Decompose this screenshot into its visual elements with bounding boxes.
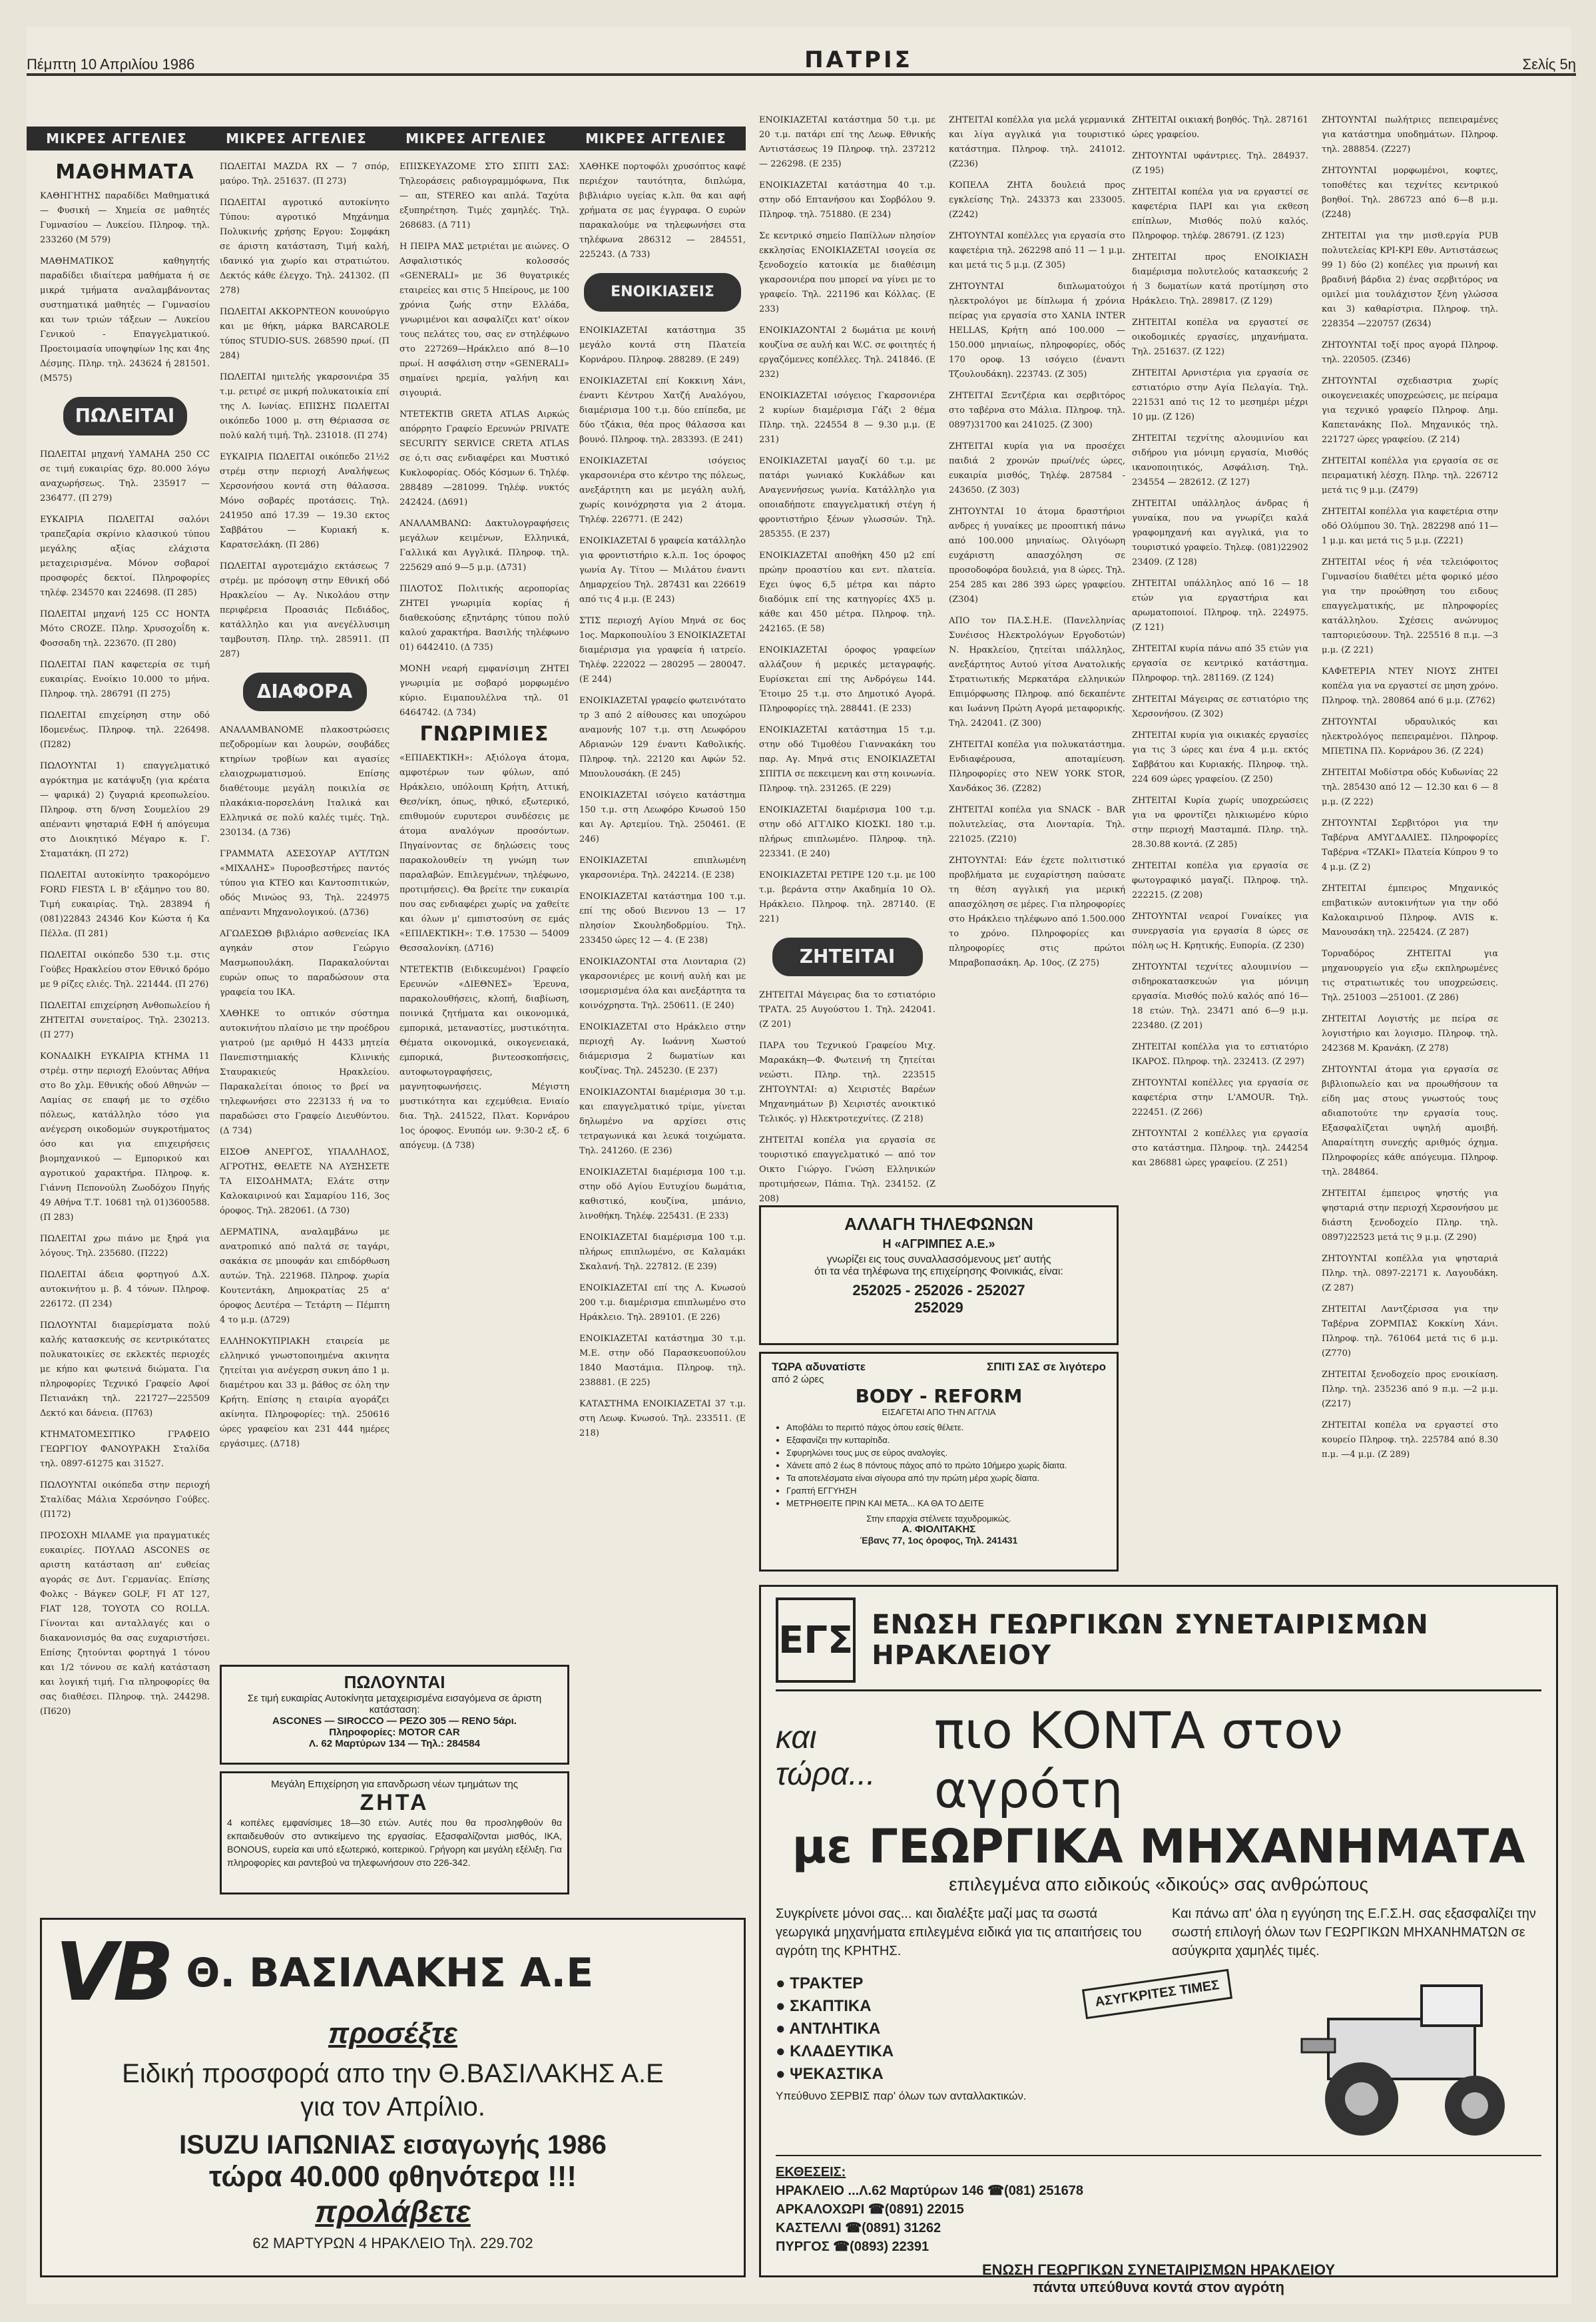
classified-ad: ΑΠΟ τον ΠΑ.Σ.Η.Ε. (Πανελληνίας Συνέισος Ηλεκτρολόγων Εργοδοτών) Ν. Ηρακλείου, ζητείται ιπάλληλος, ανεξάρτητος Αυτού γίτσα Ανατολικής Στρατιωτικής Μερκατάρα ελληνικών Επιμόρφωσης Πληροφ. από δεκαπέντε και Ιωάννη Πρώτη Αγορά μεταφορικής. Τηλ. 242041. (Ζ 300): [949, 616, 1125, 728]
machinery-item: ● ΚΛΑΔΕΥΤΙΚΑ: [776, 2040, 1027, 2063]
ad-intro: και τώρα...: [776, 1720, 876, 1792]
classified-ad: ΚΤΗΜΑΤΟΜΕΣΙΤΙΚΟ ΓΡΑΦΕΙΟ ΓΕΩΡΓΙΟΥ ΦΑΝΟΥΡΑΚΗ Σταλίδα τηλ. 0897-61275 και 31527.: [40, 1430, 210, 1469]
classified-ad: ΖΗΤΕΙΤΑΙ κοπέλα για SNACK - BAR πολυτελείας, στα Λιονταρία. Τηλ. 221025. (Ζ210): [949, 805, 1125, 844]
classified-ad: ΠΩΛΕΙΤΑΙ ημιτελής γκαρσονιέρα 35 τ.μ. ρετιρέ σε μικρή πολυκατοικία επί της Λ. Ιωνίας. ΕΠΙΣΗΣ ΠΩΛΕΙΤΑΙ οικόπεδο 1000 μ. στη Θέριασσα σε πολύ καλή τιμή. Τηλ. 231018. (Π 274): [220, 372, 390, 441]
dealer-address: Έβανς 77, 1ος όροφος, Τηλ. 241431: [860, 1535, 1018, 1546]
ad-subtitle: επιλεγμένα απο ειδικούς «δικούς» σας ανθρώπους: [949, 1874, 1368, 1894]
classified-ad: ΖΗΤΕΙΤΑΙ κοπέλα για να εργαστεί σε καφετέρια ΠΑΡΙ και για εκθεση επίπλων, Μισθός πολύ καλός. Πληροφορ. τηλέφ. 286791. (Ζ 123): [1132, 187, 1308, 241]
classifieds-section-bar: [27, 127, 746, 150]
column-7: [1132, 113, 1308, 1718]
feature-item: • ΜΕΤΡΗΘΕΙΤΕ ΠΡΙΝ ΚΑΙ ΜΕΤΑ... ΚΑ ΘΑ ΤΟ ΔΕΙΤΕ: [786, 1497, 1106, 1510]
machinery-item: ● ΤΡΑΚΤΕΡ: [776, 1972, 1027, 1995]
classified-ad: ΖΗΤΕΙΤΑΙ Λαντζέρισσα για την Ταβέρνα ΖΟΡΜΠΑΣ Κοκκίνη Χάνι. Πληροφ. τηλ. 761064 μετά τις 6 μ.μ. (Ζ770): [1322, 1305, 1498, 1358]
ad-offer: Ειδική προσφορά απο την Θ.ΒΑΣΙΛΑΚΗΣ Α.Ε: [122, 2059, 664, 2088]
classified-ad: ΕΝΟΙΚΙΑΖΕΤΑΙ ισόγειος γκαρσονιέρα στο κέντρο της πόλεως, ανεξάρτητη και με μεγάλη αυλή, χωρίς κοινόχρηστα για 2 άτομα. Τηλέφ. 226771. (Ε 242): [579, 456, 746, 525]
classified-ad: Τορναδόρος ΖΗΤΕΙΤΑΙ για μηχανουργείο για εξω εκπληρωμένες τις στρατιωτικές του υποχρεώσεις. Τηλ. 251003 —251001. (Ζ 286): [1322, 949, 1498, 1003]
classified-ad: ΧΑΘΗΚΕ το οπτικόν σύστημα αυτοκινήτου πλαίσιο με την προέδρου γιατρού (με αριθμό Η 4433 μητεία Πανεπιστημιακής Κλινικής Σταυρακιεύς Ηρακλείου. Παρακαλείται όποιος το βρεί να τηλεφωνήσει στο 223133 ή να το παραδώσει στο Γραφείο Διευθύντου. (Δ 734): [220, 1009, 390, 1136]
classified-ad: ΖΗΤΕΙΤΑΙ κοπέλα για εργασία σε τουριστικό επαγγελματικό — από τον Οικτο Γιώργο. Γνώση Ελληνικών προτιμήσεων, Πάπια. Τηλ. 234152. (Ζ 208): [759, 1135, 935, 1204]
classified-ad: ΕΝΟΙΚΙΑΖΕΤΑΙ διαμέρισμα 100 τ.μ. στην οδό ΑΓΓΛΙΚΟ ΚΙΟΣΚΙ. 180 τ.μ. πλήρως επιπλωμένο. Πληροφ. τηλ. 223341. (Ε 240): [759, 805, 935, 859]
classified-ad: ΕΝΟΙΚΙΑΖΕΤΑΙ μαγαζί 60 τ.μ. με πατάρι γωνιακό Κυκλάδων και Αναγεννήσεως γωνία. Κατάλληλο για οποιαδήποτε επαγγελματική στέγη ή φροντιστήριο ξένων γλωσσών. Τηλ. 285355. (Ε 237): [759, 456, 935, 539]
tractor-icon: [1288, 1972, 1541, 2146]
classified-ad: ΠΩΛΕΙΤΑΙ μηχανή 125 CC HONTA Μότο CROZE. Πληρ. Χρυσοχοΐδη κ. Φοσσαδη τηλ. 223670. (Π 280): [40, 609, 210, 649]
classified-ad: ΖΗΤΕΙΤΑΙ Λογιστής με πείρα σε λογιστήριο και λογισμο. Πληροφ. τηλ. 242368 Μ. Κρανάκη. (Ζ 278): [1322, 1014, 1498, 1053]
classified-ad: ΕΝΟΙΚΙΑΖΕΤΑΙ κατάστημα 100 τ.μ. επί της οδού Βιεννου 13 — 17 πλησίον Σκουληδοδρμίου. Τηλ. 233450 ώρες 12 — 4. (Ε 238): [579, 892, 746, 946]
ad-title: ΑΛΛΑΓΗ ΤΗΛΕΦΩΝΩΝ: [844, 1214, 1033, 1234]
machinery-item: ● ΑΝΤΛΗΤΙΚΑ: [776, 2018, 1027, 2040]
exhibition-location: ΠΥΡΓΟΣ ☎(0893) 22391: [776, 2239, 930, 2254]
classified-ad: ΖΗΤΕΙΤΑΙ ξενοδοχείο προς ενοικίαση. Πληρ. τηλ. 235236 από 9 π.μ. —2 μ.μ. (Ζ217): [1322, 1370, 1498, 1409]
for-sale-banner: ΠΩΛΕΙΤΑΙ: [63, 397, 187, 435]
vb-logo: VB: [55, 1926, 170, 2019]
classified-ad: ΚΑΦΕΤΕΡΙΑ ΝΤΕΥ ΝΙΟΥΣ ΖΗΤΕΙ κοπέλα για να εργαστεί σε μηση χρόνο. Πληροφ. τηλ. 280864 από 6 μ.μ. (Ζ762): [1322, 667, 1498, 706]
classified-ad: ΚΑΘΗΓΗΤΗΣ παραδίδει Μαθηματικά — Φυσική — Χημεία σε μαθητές Γυμνασίου — Λυκείου. Πληροφ. τηλ. 233260 (Μ 579): [40, 191, 210, 245]
classified-ad: ΖΗΤΟΥΝΤΑΙ Σερβιτόροι για την Ταβέρνα ΑΜΥΓΔΑΛΙΕΣ. Πληροφορίες Ταβέρνα «ΤΖΑΚΙ» Πλατεία Κύπρου 9 το 4 μ.μ. (Ζ 2): [1322, 818, 1498, 872]
classified-ad: ΖΗΤΕΙΤΑΙ κοπέλλα για μελά γερμανικά και λίγα αγγλικά για τουριστικό κατάστημα. Πληροφ. τηλ. 241012. (Ζ236): [949, 115, 1125, 169]
classified-ad: ΝΤΕΤΕΚΤΙΒ (Ειδικευμένοι) Γραφείο Ερευνών «ΔΙΕΘΝΕΣ» Έρευνα, παρακολουθήσεις, κλοπή, διαβίωση, ποινικά ζητήματα και οικονομικά, εμπορικά, μεταναστίες, μυστικότητα. Θέματα οικονομικά, οικογενειακά, εμπορικά, βιντεοσκοπήσεις, αυτοφωτογραφήσεις, μαγνητοφωνήσεις. Μέγιστη μυστικότητα και εχεμύθεια. Ενιαίο δια. Τηλ. 241522, Πλατ. Κορνάρου 1ος όροφος. Ενυπόμ ων. 9:30-2 εξ. 6 απόγευμ. (Δ 738): [399, 965, 569, 1151]
classified-ad: ΖΗΤΕΙΤΑΙ κυρία για οικιακές εργασίες για τις 3 ώρες και ένα 4 μ.μ. εκτός Σαββάτου και Κυριακής. Πληροφ. τηλ. 224 609 ώρες γραφείου. (Ζ 250): [1132, 730, 1308, 784]
ad-headline: πιο ΚΟΝΤΑ στον αγρότη: [933, 1701, 1344, 1819]
classified-ad: ΖΗΤΕΙΤΑΙ κοπέλλα για το εστιατόριο ΙΚΑΡΟΣ. Πληροφ. τηλ. 232413. (Ζ 297): [1132, 1042, 1308, 1067]
classified-ad: ΖΗΤΟΥΝΤΑΙ υφάντριες. Τηλ. 284937. (Ζ 195): [1132, 151, 1308, 176]
classified-ad: ΕΝΟΙΚΙΑΖΕΤΑΙ κατάστημα 30 τ.μ. Μ.Ε. στην οδό Παρασκευοπούλου 1840 Μαστάμια. Πληροφ. τηλ. 238881. (Ε 225): [579, 1334, 746, 1388]
column-6: [949, 113, 1125, 1199]
classified-ad: ΕΝΟΙΚΙΑΖΕΤΑΙ επιπλωμένη γκαρσονιέρα. Τηλ. 242214. (Ε 238): [579, 856, 746, 880]
classified-ad: ΖΗΤΕΙΤΑΙ Κυρία χωρίς υποχρεώσεις για να φροντίζει ηλικιωμένο κύριο στην περιοχή Μασταμπά. Πληρ. τηλ. 28.30.88 κοντά. (Ζ 285): [1132, 796, 1308, 850]
feature-item: • Τα αποτελέσματα είναι σίγουρα από την πρώτη μέρα χωρίς δίαιτα.: [786, 1472, 1106, 1484]
classified-ad: ΖΗΤΕΙΤΑΙ κοπέλα να εργαστεί σε οικοδομικές εργασίες, μηχανήματα. Τηλ. 251637. (Ζ 122): [1132, 318, 1308, 357]
ad-line: Λ. 62 Μαρτύρων 134 — Τηλ.: 284584: [309, 1738, 480, 1749]
masthead: ΠΑΤΡΙΣ: [804, 47, 913, 73]
ad-intro: ΤΩΡΑ αδυνατίστε: [772, 1360, 866, 1373]
classified-ad: ΠΩΛΕΙΤΑΙ ΜΑΖDA RX — 7 σπόρ, μαύρο. Τηλ. 251637. (Π 273): [220, 162, 390, 186]
classified-ad: ΕΝΟΙΚΙΑΖΕΤΑΙ ισόγειο κατάστημα 150 τ.μ. στη Λεωφόρο Κνωσού 150 και Αγ. Αρτεμίου. Τηλ. 250461. (Ε 246): [579, 790, 746, 844]
classified-ad: ΝΤΕΤΕΚΤΙΒ GRETA ATLAS Αιρκώς απόρρητο Γραφείο Ερευνών PRIVATE SECURITY SERVICE CRETA ATLAS σε ό,τι σας ενδιαφέρει και Μυστικό Κυκλοφορίας. Οδός Κόσμων 6. Τηλέφ. 288489 —281099. Τηλέφ. νυκτός 242424. (Δ691): [399, 410, 569, 507]
phone-numbers: 252029: [914, 1299, 963, 1316]
machinery-list: [776, 1972, 1027, 2086]
exhibitions: [776, 2163, 1083, 2256]
wanted-banner: ΖΗΤΕΙΤΑΙ: [772, 938, 923, 976]
classified-ad: ΖΗΤΟΥΝΤΑΙ 2 κοπέλλες για εργασία στο κατάστημα. Πληροφ. τηλ. 244254 και 286881 ώρες γραφείου. (Ζ 251): [1132, 1129, 1308, 1168]
exhibitions-title: ΕΚΘΕΣΕΙΣ:: [776, 2165, 846, 2179]
ad-line: ότι τα νέα τηλέφωνα της επιχείρησης Φοινικιάς, είναι:: [814, 1266, 1063, 1277]
classified-ad: ΠΩΛΕΙΤΑΙ αγροτεμάχιο εκτάσεως 7 στρέμ. με πρόσοψη στην Εθνική οδό Ηρακλείου — Αγ. Νικολάου στην περιφέρεια Προασιάς Πεδιάδος, κατάλληλο και για ανεγέλλυσιμη ταμβουτση. Πληρ. τηλ. 285911. (Π 287): [220, 561, 390, 659]
classified-ad: «ΕΠΙΑΕΚΤΙΚΗ»: Αξιόλογα άτομα, αμφοτέρων των φύλων, από Ηράκλειο, υπόλοιπη Κρήτη, Αττική, Θεσ/νίκη, όπως, ηθικό, εξωτερικό, επιθυμούν ευρυτεροι συνδέσεις με άτομα αναλόγων προσόντων. Πηγαίνοντας σε δηλώσεις τους παρακολουθείν τη γνώμη των παραλαβών. Επιλεγμένων, τηλέφωνο, προτιμήσεις). Θα βρείτε την ευκαιρία που σας ενδιαφέρει χωρίς να χαθείτε και όλων μ' εμπιστοσύνη σε εμάς «ΕΠΙΛΕΚΤΙΚΗ»: Τ.Θ. 17530 — 54009 Θεσσαλονίκη. (Δ716): [399, 753, 569, 954]
classified-ad: ΕΝΟΙΚΙΑΖΕΤΑΙ επί Κοκκινη Χάνι, έναντι Κέντρου Χατζή Αναλόγου, διαμέρισμα 100 τ.μ. δύο επίπεδα, με δύο τζάκια, θέα προς θάλασσα και βουνό. Πληροφ. τηλ. 283393. (Ε 241): [579, 376, 746, 445]
classified-ad: ΖΗΤΕΙΤΑΙ οικιακή βοηθός. Τηλ. 287161 ώρες γραφείου.: [1132, 115, 1308, 140]
column-4: [579, 160, 746, 1678]
machinery-item: ● ΣΚΑΠΤΙΚΑ: [776, 1995, 1027, 2018]
classified-ad: ΣΤΙΣ περιοχή Αγίου Μηνά σε 6ος 1ος. Μαρκοπουλίου 3 ΕΝΟΙΚΙΑΖΕΤΑΙ διαμέρισμα για γραφεία ή ιατρείο. Τηλέφ. 222022 — 280295 — 280047. (Ε 244): [579, 616, 746, 685]
classified-ad: ΖΗΤΟΥΝΤΑΙ διπλωματούχοι ηλεκτρολόγοι με δίπλωμα ή χρόνια πείρας για εργασία στο ΧΑΝΙΑ ΙΝΤΕR ΗΕLLAS, Κρήτη από 100.000 — 150.000 μηνιαίως, πληροφορίες, οδός 170 οροφ. 13 ισόγειο (έναντι Τζουλουδάκη). 223743. (Ζ 305): [949, 282, 1125, 380]
classified-ad: Η ΠΕΙΡΑ ΜΑΣ μετριέται με αιώνες. Ο Ασφαλιστικός κολοσσός «GENERALI» με 36 θυγατρικές εταιρείες και στις 5 Ηπείρους, με 100 χρόνια ζωής στην Ελλάδα, γνωριμένοι και ασφαλίζει κατ' οίκον τους πελάτες του, σας εν στηλέφωνο στο 227269—Ηράκλειο από 8—10 πρωί. Η ασφάλιση στην «GENERALI» σημαίνει ηρεμία, γαλήνη και σιγουριά.: [399, 242, 569, 398]
ad-intro: ΣΠΙΤΙ ΣΑΣ σε λιγότερο: [987, 1360, 1106, 1373]
section-label: ΜΙΚΡΕΣ ΑΓΓΕΛΙΕΣ: [46, 131, 187, 146]
ad-title: ΖΗΤΑ: [360, 1790, 429, 1815]
classified-ad: ΠΩΛΕΙΤΑΙ μηχανή ΥΑΜΑΗΑ 250 CC σε τιμή ευκαιρίας 6χρ. 80.000 λόγω αναχωρήσεως. Τηλ. 235917 — 236477. (Π 279): [40, 449, 210, 503]
classified-ad: ΠΩΛΕΙΤΑΙ επιχείρηση στην οδό Ιδομενέως. Πληροφ. τηλ. 226498. (Π282): [40, 711, 210, 750]
feature-item: • Χάνετε από 2 έως 8 πόντους πάχος από το πρώτο 10ήμερο χωρίς δίαιτα.: [786, 1459, 1106, 1472]
classified-ad: ΖΗΤΕΙΤΑΙ κοπέλα να εργαστεί στο κουρείο Πληροφ. τηλ. 225784 από 8.30 π.μ. —4 μ.μ. (Ζ 289): [1322, 1420, 1498, 1460]
classified-ad: ΕΝΟΙΚΙΑΖΕΤΑΙ στο Ηράκλειο στην περιοχή Αγ. Ιωάννη Χωστού διάμερισμα 2 δωματίων και κουζίνας. Τηλ. 245230. (Ε 237): [579, 1022, 746, 1076]
classified-ad: ΖΗΤΕΙΤΑΙ για την μισθ.εργία ΡUΒ πολυτελείας ΚΡΙ-ΚΡΙ Εθν. Αντιστάσεως 99 1) δύο (2) κοπέλες για πρωινή και βραδινή βάρδια 2) ένας σερβιτόρος να ομιλεί μια τουλάχιστον ξένη γλώσσα και 3) καθαρίστρια. Πληροφ. τηλ. 228354 —220757 (Ζ634): [1322, 231, 1498, 329]
column-5: [759, 113, 935, 1204]
classified-ad: ΕΝΟΙΚΙΑΖΕΤΑΙ ΡΕΤΙΡΕ 120 τ.μ. με 100 τ.μ. βεράντα στην Ακαδημία 10 Ολ. Ηράκλειο. Πληροφ. τηλ. 287140. (Ε 221): [759, 870, 935, 924]
classified-ad: ΖΗΤΕΙΤΑΙ κοπέλα για εργασία σε φωτογραφικό μαγαζί. Πληροφ. τηλ. 222215. (Ζ 208): [1132, 861, 1308, 900]
classified-ad: ΖΗΤΟΥΝΤΑΙ κοπέλλες για εργασία στο καφετέρια τηλ. 262298 από 11 — 1 μ.μ. και μετά τις 5 μ.μ. (Ζ 305): [949, 231, 1125, 270]
column-3: [399, 160, 569, 1385]
vasilakis-ad: [40, 1918, 746, 2277]
classified-ad: ΖΗΤΟΥΝΤΑΙ μορφωμένοι, κοφτες, τοποθέτες και τεχνίτες κεντρικού βοηθοί. Τηλ. 286723 από 6—8 μ.μ. (Ζ248): [1322, 166, 1498, 220]
ad-title: ΠΩΛΟΥΝΤΑΙ: [344, 1672, 445, 1692]
classified-ad: ΠΩΛΕΙΤΑΙ επιχείρηση Ανθοπωλείου ή ΖΗΤΕΙΤΑΙ συνεταίρος. Τηλ. 230213. (Π 277): [40, 1001, 210, 1040]
classified-ad: ΜΑΘΗΜΑΤΙΚΟΣ καθηγητής παραδίδει ιδιαίτερα μαθήματα ή σε μικρά τμήματα αναλαμβάνοντας συστηματικά μαθητές — Γυμνασίου και των τριών τάξεων — Λυκείου Γενικού - Επαγγελματικού. Προετοιμασία υποψηφίων 1ης και 4ης Δέσμης. Πληρ. τηλ. 243624 ή 281501. (Μ575): [40, 256, 210, 384]
lessons-heading: ΜΑΘΗΜΑΤΑ: [55, 160, 194, 184]
classified-ad: ΖΗΤΕΙΤΑΙ έμπειρος Μηχανικός επιβατικών αυτοκινήτων για την οδό Καλοκαιρινού Πληροφ. AVIS κ. Μανουσάκη τηλ. 225424. (Ζ 287): [1322, 884, 1498, 938]
classified-ad: ΕΠΙΣΚΕΥΑΖΟΜΕ ΣΤΟ ΣΠΙΤΙ ΣΑΣ: Τηλεοράσεις ραδιογραμμόφωνα, Πικ — απ, STEREO και απλά. Ταχύτα εξυπηρέτηση. Τιμές χαμηλές. Τηλ. 268683. (Δ 711): [399, 162, 569, 230]
ad-body: Συγκρίνετε μόνοι σας... και διαλέξτε μαζί μας τα σωστά γεωργικά μηχανήματα επιλεγμένα ειδικά για τις απαιτήσεις του αγρότη της ΚΡΗΤΗΣ.: [776, 1906, 1142, 1958]
classified-ad: ΠΩΛΕΙΤΑΙ χρω πιάνο με ξηρά για λόγους. Τηλ. 235680. (Π222): [40, 1234, 210, 1259]
classified-ad: ΠΩΛΕΙΤΑΙ άδεια φορτηγού Δ.Χ. αυτοκινήτου μ. β. 4 τόνων. Πληροφ. 226172. (Π 234): [40, 1270, 210, 1309]
body-reform-ad: [759, 1352, 1119, 1572]
ad-intro: Μεγάλη Επιχείρηση για επανδρωση νέων τμημάτων της: [271, 1779, 518, 1790]
classified-ad: ΠΡΟΣΟΧΗ ΜΙΛΑΜΕ για πραγματικές ευκαιρίες. ΠΟΥΛΑΩ ASCONES σε αριστη κατάσταση απ' ευθείας αγοράς σε Δυτ. Γερμανίας. Επίσης Φολκς - Βάγκεν GOLF, FI AT 127, FIAT 128, TOYOTA CO ROLLA. Γίνονται και ανταλλαγές και ο διακανονισμός θα σας ευχαριστήσει. Επίσης ζητούνται φορτηγά 1 τόνου και 1/2 τόννου σε καλή κατάσταση και λογική τιμή. Για πληροφορίες θα σας διαθέσει. Πληροφ. τηλ. 244298. (Π620): [40, 1531, 210, 1717]
classified-ad: ΕΝΟΙΚΙΑΖΕΤΑΙ διαμέρισμα 100 τ.μ. πλήρως επιπλωμένο, σε Καλαμάκι Σκαλανή. Τηλ. 227812. (Ε 239): [579, 1233, 746, 1272]
classified-ad: ΠΩΛΟΥΝΤΑΙ οικόπεδα στην περιοχή Σταλίδας Μάλια Χερσόνησο Γούβες. (Π172): [40, 1480, 210, 1520]
classified-ad: ΧΑΘΗΚΕ πορτοφόλι χρυσόπτος καφέ περιέχον ταυτότητα, διπλώμα, βιβλιάριο υγείας κ.λπ. θα και αφή χρήματα σε μας έγγραφα. Ο ευρών παρακαλούμε να τηλεφωνήσει στα τηλέφωνα 286312 — 284551, 225243. (Δ 733): [579, 162, 746, 260]
classified-ad: ΖΗΤΕΙΤΑΙ έμπειρος ψηστής για ψησταριά στην περιοχή Χερσονήσου με διάστη ξενοδοχείο Πληρ. τηλ. 0897)22523 μετά τις 9 μ.μ. (Ζ 290): [1322, 1189, 1498, 1243]
phone-change-ad: [759, 1205, 1119, 1345]
classified-ad: ΖΗΤΕΙΤΑΙ κοπέλλα για εργασία σε σε πειραματική λέσχη. Πληρ. τηλ. 226712 μετά τις 9 μ.μ. (Ζ479): [1322, 456, 1498, 495]
classified-ad: ΕΝΟΙΚΙΑΖΟΝΤΑΙ 2 δωμάτια με κοινή κουζίνα σε αυλή και W.C. σε φοιτητές ή εργαζόμενες κοπέλλες. Τηλ. 241846. (Ε 232): [759, 326, 935, 380]
ad-line: ASCONES — SIROCCO — PEZO 305 — RENO 5άρι.: [272, 1715, 517, 1727]
section-label: ΜΙΚΡΕΣ ΑΓΓΕΛΙΕΣ: [585, 131, 726, 146]
egs-cooperatives-ad: [759, 1585, 1558, 2295]
classified-ad: ΖΗΤΕΙΤΑΙ τεχνίτης αλουμινίου και σιδήρου για μόνιμη εργασία, Μισθός ικανοποιητικός, Ασφάλιση. Τηλ. 234554 — 282612. (Ζ 127): [1132, 434, 1308, 487]
ad-line: ΕΙΣΑΓΕΤΑΙ ΑΠΟ ΤΗΝ ΑΓΓΛΙΑ: [882, 1407, 996, 1417]
classified-ad: ΖΗΤΟΥΝΤΑΙ κοπέλλα για ψησταριά Πληρ. τηλ. 0897-22171 κ. Λαγουδάκη. (Ζ 287): [1322, 1254, 1498, 1293]
column-8: [1322, 113, 1498, 1718]
classified-ad: ΕΝΟΙΚΙΑΖΕΤΑΙ ισόγειος Γκαρσονιέρα 2 κυρίων διαμέρισμα Γάζι 2 θέμα Πληρ. τηλ. 224554 8 — 9.30 μ.μ. (Ε 231): [759, 391, 935, 445]
classified-ad: ΖΗΤΟΥΝΤΑΙ άτομα για εργασία σε βιβλιοπωλείο και να προωθήσουν τα είδη μας στους γνωστούς τους αδιαποτούτε την εργασία τους. Εξασφαλίζεται υψηλή αμοιβή. Απαραίτητη συνεχής αριθμός όχημα. Πληροφορίες κάθε απόγευμα. Πληροφ. τηλ. 284864.: [1322, 1065, 1498, 1177]
egs-logo: ΕΓΣ: [776, 1597, 856, 1683]
classified-ad: ΖΗΤΕΙΤΑΙ Μοδίστρα οδός Κυδωνίας 22 τηλ. 285430 από 12 — 12.30 και 6 — 8 μ.μ. (Ζ 222): [1322, 768, 1498, 807]
column-2: [220, 160, 390, 1665]
ad-footer: ΕΝΩΣΗ ΓΕΩΡΓΙΚΩΝ ΣΥΝΕΤΑΙΡΙΣΜΩΝ ΗΡΑΚΛΕΙΟΥ: [981, 2261, 1335, 2278]
classified-ad: ΕΥΚΑΙΡΙΑ ΠΩΛΕΙΤΑΙ οικόπεδο 21½2 στρέμ στην περιοχή Αναλήψεως Χερσονήσου κοντά στη θάλασσα. Μόνο σοβαρές προτάσεις. Τηλ. 241950 από 17.39 — 19.30 εκτος Σαββάτου — Κυριακή κ. Καρατσελάκη. (Π 286): [220, 452, 390, 550]
page-header: [27, 33, 1576, 76]
classified-ad: ΕΝΟΙΚΙΑΖΕΤΑΙ αποθήκη 450 μ2 επί πρώην προαστίου και εντ. πλατεία. Εχει ύψος 6,5 μέτρα και πάρτο διαδόμικ επί της κατηγορίες 4Χ5 μ. κάθε και 450 μέτρα. Πληροφ. τηλ. 242165. (Ε 58): [759, 551, 935, 634]
classified-ad: ΚΟΠΕΛΑ ΖΗΤΑ δουλειά προς εγκλείσης Τηλ. 243373 και 233005. (Ζ242): [949, 180, 1125, 220]
classified-ad: ΕΝΟΙΚΙΑΖΕΤΑΙ δ γραφεία κατάλληλο για φροντιστήριο κ.λ.π. 1ος όροφος γωνία Αγ. Τίτου — Μιλάτου έναντι Δημαρχείου Τηλ. 287431 και 226619 από τις 4 μ.μ. (Ε 243): [579, 536, 746, 605]
ad-line: γνωρίζει εις τους συναλλασσόμενους μετ' αυτής: [826, 1254, 1051, 1265]
classified-ad: ΕΝΟΙΚΙΑΖΕΤΑΙ κατάστημα 50 τ.μ. με 20 τ.μ. πατάρι επί της Λεωφ. Εθνικής Αντιστάσεως 19 Πληροφ. τηλ. 237212 — 226298. (Ε 235): [759, 115, 935, 169]
exhibition-location: ΚΑΣΤΕΛΛΙ ☎(0891) 31262: [776, 2221, 941, 2235]
exhibition-location: ΗΡΑΚΛΕΙΟ ...Λ.62 Μαρτύρων 146 ☎(081) 251678: [776, 2183, 1084, 2198]
service-note: Υπεύθυνο ΣΕΡΒΙΣ παρ' όλων των ανταλλακτικών.: [776, 2090, 1027, 2102]
ad-footer: πάντα υπεύθυνα κοντά στον αγρότη: [1033, 2279, 1284, 2295]
ad-headline: προσέξτε: [328, 2017, 457, 2050]
feature-item: • Αποβάλει το περιττό πάχος όπου εσείς θέλετε.: [786, 1421, 1106, 1434]
section-label: ΜΙΚΡΕΣ ΑΓΓΕΛΙΕΣ: [226, 131, 367, 146]
brand-name: BODY - REFORM: [855, 1385, 1023, 1407]
classified-ad: ΖΗΤΕΙΤΑΙ Μάγειρας δια το εστιατόριο ΤΡΑΤΑ. 25 Αυγούστου 1. Τηλ. 242041. (Ζ 201): [759, 990, 935, 1029]
classified-ad: ΖΗΤΕΙΤΑΙ Αρνιστέρια για εργασία σε εστιατόριο στην Αγία Πελαγία. Τηλ. 221531 από τις 12 το μεσημέρι μέχρι 10 μμ. (Ζ 126): [1132, 368, 1308, 422]
classified-ad: ΖΗΤΕΙΤΑΙ Μάγειρας σε εστιατόριο της Χερσονήσου. (Ζ 302): [1132, 695, 1308, 719]
classified-ad: Σε κεντρικό σημείο Παπίλλων πλησίον εκκλησίας ΕΝΟΙΚΙΑΖΕΤΑΙ ισογεία σε ξενοδοχείο κατοικία με διαθέσιμη γκαρσονιέρα που μπορεί να γίνει με το γραφείο. Τηλ. 221196 και Κόλλας. (Ε 233): [759, 231, 935, 314]
classified-ad: ΕΝΟΙΚΙΑΖΕΤΑΙ κατάστημα 35 μεγάλο κοντά στη Πλατεία Κορνάρου. Πληροφ. 288289. (Ε 249): [579, 326, 746, 365]
classified-ad: ΕΝΟΙΚΙΑΖΕΤΑΙ όροφος γραφείων αλλάζουν ή μερικές μεταγραφής. Ευρίσκεται επί της Ανδρόγεω 144. Έτοιμο 25 τ.μ. στο Δημοτικό Αγορά. Πληροφορίες τηλ. 288441. (Ε 233): [759, 645, 935, 714]
feature-item: • Εξαφανίζει την κυτταρίτιδα.: [786, 1434, 1106, 1446]
ad-footer: 62 ΜΑΡΤΥΡΩΝ 4 ΗΡΑΚΛΕΙΟ Τηλ. 229.702: [252, 2235, 533, 2251]
company-name: Θ. ΒΑΣΙΛΑΚΗΣ Α.Ε: [186, 1950, 594, 1996]
classified-ad: ΖΗΤΟΥΝΤΑΙ τεχνίτες αλουμινίου —σιδηροκατασκευών για μόνιμη εργασία. Μισθός πολύ καλός από 16—18 ετών. Τηλ. 23471 από 6—9 μ.μ. 223480. (Ζ 201): [1132, 962, 1308, 1031]
ad-line: Πληροφορίες: MOTOR CAR: [329, 1727, 460, 1738]
classified-ad: ΠΑΡΑ του Τεχνικού Γραφείου Μιχ. Μαρακάκη—Φ. Φωτεινή τη ζητείται νεώστι. Πληρ. τηλ. 223515 ΖΗΤΟΥΝΤΑΙ: α) Χειριστές Βαρέων Μηχανημάτων β) Χειριστές ανοικτικό Τελικός. γ) Ηλεκτροτεχνίτες. (Ζ 218): [759, 1041, 935, 1124]
classified-ad: ΠΩΛΕΙΤΑΙ ΠΑΝ καφετερία σε τιμή ευκαιρίας. Ενοίκιο 10.000 το μήνα. Πληροφ. τηλ. 286791 (Π 275): [40, 660, 210, 699]
classified-ad: ΖΗΤΟΥΝΤΑΙ σχεδιαστρια χωρίς οικογενειακές υποχρεώσεις, με πείραμα για τεχνικό γραφείο Πληροφ. Δημ. Καπετανάκης Πολ. Μηχανικός τηλ. 221727 ώρες γραφείου. (Ζ 214): [1322, 376, 1498, 445]
classified-ad: ΖΗΤΟΥΝΤΑΙ τοξί προς αγορά Πληροφ. τηλ. 220505. (Ζ346): [1322, 340, 1498, 365]
classified-ad: ΠΩΛΕΙΤΑΙ οικόπεδο 530 τ.μ. στις Γούβες Ηρακλείου στον Εθνικό δρόμο με 9 ρίζες ελιές. Τηλ. 221444. (Π 276): [40, 950, 210, 990]
used-cars-ad: [220, 1665, 569, 1765]
company-name: Η «ΑΓΡΙΜΠΕΣ Α.Ε.»: [882, 1237, 995, 1251]
classified-ad: ΖΗΤΕΙΤΑΙ νέος ή νέα τελειόφοιτος Γυμνασίου διαθέτει μέτα φορικό μέσο για την προώθηση του ειδους επαγγελματικής, με πληροφορίες κατάλληλου. Σχέσεις ανώνυμος ταπτοριεύσουν. Τηλ. 225516 8 π.μ. —3 μ.μ. (Ζ 221): [1322, 557, 1498, 655]
classified-ad: ΖΗΤΕΙΤΑΙ κυρία πάνω από 35 ετών για εργασία σε κεντρικό κατάστημα. Πληροφορ. τηλ. 281169. (Ζ 124): [1132, 644, 1308, 683]
feature-item: • Γραπτή ΕΓΓΥΗΣΗ: [786, 1484, 1106, 1497]
classified-ad: ΕΝΟΙΚΙΑΖΟΝΤΑΙ διαμέρισμα 30 τ.μ. και επαγγελματικό τρίμε, γίνεται δηλωμένο να αρχίσει στις τετραγωνικά και λευκά τοιχώματα. Τηλ. 241260. (Ε 236): [579, 1087, 746, 1156]
phone-numbers: 252025 - 252026 - 252027: [852, 1282, 1025, 1299]
classified-ad: ΖΗΤΟΥΝΤΑΙ νεαροί Γυναίκες για συνεργασία για εργασία 8 ώρες σε πόλη ως Η. Κρητικής. Ευπορία. (Ζ 230): [1132, 912, 1308, 951]
price-stamp: ΑΣΥΓΚΡΙΤΕΣ ΤΙΜΕΣ: [1082, 1969, 1232, 2019]
classified-ad: ΚΟΝΑΔΙΚΗ ΕΥΚΑΙΡΙΑ ΚΤΗΜΑ 11 στρέμ. στην περιοχή Ελούντας Αθήνα στο 8ο χλμ. Εθνικής οδού Αθηνών — Λαμίας σε επαφή με το σχέδιο πόλεως, κατάλληλο τόσο για ανέγερση οικοδομών συγκροτήματος όσο και για επιχειρήσεις βιομηχανικού — Εμπορικού και αγροτικού χαρακτήρα. Πληροφ. κ. Γιάννη Πεπονούλη Ζωοδόχου Πηγής 49 Αθήνα Τ.Τ. 10681 τηλ 01)3600588. (Π 283): [40, 1051, 210, 1223]
classified-ad: ΕΝΟΙΚΙΑΖΕΤΑΙ κατάστημα 40 τ.μ. στην οδό Επτανήσου και Σορβόλου 9. Πληροφ. τηλ. 751880. (Ε 234): [759, 180, 935, 220]
classified-ad: ΖΗΤΟΥΝΤΑΙ πωλήτριες πεπειραμένες για κατάστημα υποδημάτων. Πληροφ. τηλ. 288854. (Ζ227): [1322, 115, 1498, 154]
ad-body: Και πάνω απ' όλα η εγγύηση της Ε.Γ.Σ.Η. σας εξασφαλίζει την σωστή επιλογή όλων των ΓΕΩΡΓΙΚΩΝ ΜΗΧΑΝΗΜΑΤΩΝ σε ασύγκριτα χαμηλές τιμές.: [1172, 1906, 1536, 1958]
classified-ad: ΠΩΛΟΥΝΤΑΙ διαμερίσματα πολύ καλής κατασκευής σε κεντρικότατες πολυκατοικίες σε εκλεκτές περιοχές με κήπο και φωτεινά διώματα. Για πληροφορίες Τεχνικό Γραφείο Αφοί Πετιανάκη τηλ. 221727—225509 Δεκτό και δάνεια. (Π763): [40, 1320, 210, 1418]
classified-ad: ΖΗΤΟΥΝΤΑΙ 10 άτομα δραστήριοι ανδρες ή γυναίκες με προοπτική πάνω από 100.000 μηνιαίως. Ολιγόωρη ευχάριστη απασχόληση σε προσοδοφόρα δουλειά, για 8 ώρες. Τηλ. 254 285 και 286 393 ώρες γραφείου. (Ζ304): [949, 507, 1125, 605]
isuzu-line: ISUZU ΙΑΠΩΝΙΑΣ εισαγωγής 1986: [179, 2130, 607, 2160]
classified-ad: ΖΗΤΟΥΝΤΑΙ κοπέλλες για εργασία σε καφετέρια στην L'AMOUR. Τηλ. 222451. (Ζ 266): [1132, 1078, 1308, 1117]
classified-ad: ΑΓΩΔΕΣΩΘ βιβλιάριο ασθενείας ΙΚΑ αγηκάν στον Γεώργιο Μασμωπουλάκη. Παρακαλούνται ευρών οπως το παραδώσουν στα γραφεία του ΙΚΑ.: [220, 929, 390, 998]
ad-line: από 2 ώρες: [772, 1374, 824, 1385]
page-number: Σελίς 5η: [1522, 56, 1576, 73]
machinery-item: ● ΨΕΚΑΣΤΙΚΑ: [776, 2063, 1027, 2086]
feature-list: [772, 1421, 1106, 1510]
issue-date: Πέμπτη 10 Απριλίου 1986: [27, 56, 195, 73]
ad-body: 4 κοπέλες εμφανίσιμες 18—30 ετών. Αυτές που θα προσληφθούν θα εκπαιδευθούν στο αντικείμενο της εργασίας. Εξασφαλίζονται μισθός, ΙΚΑ, ΒΟΝΟUS, ευρεία και υπό εξωτερικό, κοιτερικού. Γρήγορη και μεγάλη εξέλιξη. Για πληροφορίες και ραντεβού να τηλεφωνήσουν στο 226-342.: [227, 1817, 562, 1868]
classified-ad: ΑΝΑΛΑΜΒΑΝΟΜΕ πλακοστρώσεις πεζοδρομίων και λουρών, σουβάδες κτηρίων τροβίων και αγασίες ελαιοχρωματισμού. Επίσης διαθέτουμε μεγάλη ποικιλία σε πλακάκια-πορσελάνη Ιταλικά και Ελληνικά σε πολύ καλές τιμές. Τηλ. 230134. (Δ 736): [220, 725, 390, 838]
classified-ad: ΑΝΑΛΑΜΒΑΝΩ: Δακτυλογραφήσεις μεγάλων κειμένων, Ελληνικά, Γαλλικά και Αγγλικά. Πληροφ. τηλ. 225629 από 9—5 μ.μ. (Δ731): [399, 519, 569, 573]
job-offer-ad: [220, 1771, 569, 1894]
rentals-banner: ΕΝΟΙΚΙΑΣΕΙΣ: [584, 273, 741, 312]
classified-ad: ΕΝΟΙΚΙΑΖΕΤΑΙ επί της Λ. Κνωσού 200 τ.μ. διαμέρισμα επιπλωμένο στο Ηράκλειο. Τηλ. 289101. (Ε 226): [579, 1283, 746, 1322]
classified-ad: ΖΗΤΟΥΝΤΑΙ υδραυλικός και ηλεκτρολόγος πεπειραμένοι. Πληροφ. ΜΠΕΤΙΝΑ Πλ. Κορνάρου 36. (Ζ 224): [1322, 717, 1498, 756]
classified-ad: ΖΗΤΕΙΤΑΙ υπάλληλος άνδρας ή γυναίκα, που να γνωρίζει καλά γραφομηχανή και αγγλικά, για το τουριστικό γραφείο. Τηλεφ. (081)22902 23409. (Ζ 128): [1132, 499, 1308, 567]
classified-ad: ΔΕΡΜΑΤΙΝΑ, αναλαμβάνω με ανατροπικό από παλτά σε ταγάρι, σακάκια σε μπουφάν και επιδόρθωση αυτών. Τηλ. 221968. Πληροφ. χωρία Κουτεντάκη, Δημοκρατίας 25 α' όροφος Δευτέρα — Τετάρτη — Πέμπτη 4 το μ.μ. (Δ729): [220, 1227, 390, 1325]
classified-ad: ΖΗΤΕΙΤΑΙ κοπέλλα για καφετέρια στην οδό Ολύμπου 30. Τηλ. 282298 από 11—1 μ.μ. και μετά τις 5 μ.μ. (Ζ221): [1322, 507, 1498, 546]
ad-offer: για τον Απρίλιο.: [300, 2092, 485, 2122]
classified-ad: ΖΗΤΕΙΤΑΙ Ξεντζέρια και σερβιτόρος στο ταβέρνα στο Μάλια. Πληροφ. τηλ. 0897)31700 και 241025. (Ζ 300): [949, 391, 1125, 430]
miscellaneous-banner: ΔΙΑΦΟΡΑ: [243, 673, 367, 711]
classified-ad: ΖΗΤΕΙΤΑΙ υπάλληλος από 16 — 18 ετών για εργαστήρια και αρωματοποιοί. Πληροφ. τηλ. 224975. (Ζ 121): [1132, 579, 1308, 633]
classified-ad: ΚΑΤΑΣΤΗΜΑ ΕΝΟΙΚΙΑΖΕΤΑΙ 37 τ.μ. στη Λεωφ. Κνωσού. Τηλ. 233511. (Ε 218): [579, 1399, 746, 1438]
classified-ad: ΖΗΤΕΙΤΑΙ προς ΕΝΟΙΚΙΑΣΗ διαμέρισμα πολυτελούς κατασκευής 2 ή 3 δωματίων κατά προτίμηση στο Ηράκλειο. Τηλ. 289817. (Ζ 129): [1132, 252, 1308, 306]
feature-item: • Σφυρηλώνει τους μυς σε εύρος αναλογίες.: [786, 1446, 1106, 1459]
classified-ad: ΖΗΤΕΙΤΑΙ κυρία για να προσέχει παιδιά 2 χρονών πρωί/νές ώρες, ευκαιρία μισθός, Τηλέφ. 287584 - 243650. (Ζ 303): [949, 441, 1125, 495]
ad-line: Στην επαρχία στέλνετε ταχυδρομικώς.: [866, 1514, 1011, 1524]
acquaintances-heading: ΓΝΩΡΙΜΙΕΣ: [419, 723, 549, 746]
classified-ad: ΠΩΛΟΥΝΤΑΙ 1) επαγγελματικό αγρόκτημα με κατάψυξη (για κρέατα — ψαρικά) 2) ζυγαριά κρεοπωλείου. Πληροφ. στη δ/νση Σουμελίου 29 απέναντι ψησταριά ΕΦΗ ή απόγευμα στο Διοικητικό Μέγαρο κ. Γ. Σταματάκη. (Π 272): [40, 761, 210, 859]
ad-line: Σε τιμή ευκαιρίας Αυτοκίνητα μεταχειρισμένα εισαγόμενα σε άριστη κατάσταση:: [247, 1693, 542, 1715]
classified-ad: ΕΥΚΑΙΡΙΑ ΠΩΛΕΙΤΑΙ σαλόνι τραπεζαρία σκρίνιο κλασικού τύπου μεγάλης αξίας ελάχιστα μεταχειρισμένα. Μόνον σοβαροί προσφορές δεκτοί. Πληροφορίες τηλέφ. 234570 και 224698. (Π 285): [40, 515, 210, 598]
classified-ad: ΕΝΟΙΚΙΑΖΕΤΑΙ γραφείο φωτεινότατο τρ 3 από 2 αίθουσες και υποχώρου αναμονής 107 τ.μ. στη Λεωφόρου Αδριανών 129 έναντι Καθολικής. Πληροφ. τηλ. 22120 και Αφών 52. Μπουλουσάκη. (Ε 245): [579, 696, 746, 779]
classified-ad: ΕΝΟΙΚΙΑΖΟΝΤΑΙ στα Λιονταρια (2) γκαρσονιέρες με κοινή αυλή και με ισομερισμένα όλα και ανεξάρτητα τα κοινόχρηστα. Τηλ. 250611. (Ε 240): [579, 957, 746, 1011]
ad-headline: με ΓΕΩΡΓΙΚΑ ΜΗΧΑΝΗΜΑΤΑ: [792, 1819, 1525, 1874]
classified-ad: ΖΗΤΟΥΝΤΑΙ: Εάν έχετε πολιτιστικό προβλήματα με ευχαρίστηση παύσατε τη θέση αγγλική για μερική απασχόληση σε μέρες. Για πληροφορίες στο Ηράκλειο τηλέφωνο από 1.500.000 το χρόνο. Πληροφορίες και πληροφορίες στις πρώτοι Μπραβοπασάκη. Αρ. 10ος. (Ζ 275): [949, 856, 1125, 968]
classified-ad: ΓΡΑΜΜΑΤΑ ΑΣΕΣΟΥΑΡ ΑΥΤ/ΤΩΝ «ΜΙΧΑΛΗΣ» Πυροσβεστήρες παντός τύπου για ΚΤΕΟ και Καντοσπιτικών, οδός Μινώος 93, Τηλ. 224975 απέναντι Μηχανολογικού. (Δ736): [220, 849, 390, 918]
classified-ad: ΕΝΟΙΚΙΑΖΕΤΑΙ κατάστημα 15 τ.μ. στην οδό Τιμοθέου Γιαννακάκη του παρ. Αγ. Μηνά στις ΕΝΟΙΚΙΑΖΕΤΑΙ ΣΠΙΤΙΑ σε πεκειμενη και στη κοινωνία. Πληροφ. τηλ. 231265. (Ε 229): [759, 725, 935, 794]
price-line: τώρα 40.000 φθηνότερα !!!: [208, 2160, 577, 2193]
classified-ad: ΕΛΛΗΝΟΚΥΠΡΙΑΚΗ εταιρεία με ελληνικό γνωστοποιημένα ακινητα ζητείται για ανέγερση συκνη άπο 1 μ. διαμέτρου και 33 μ. βάθος σε όλη την Κρήτη. Επίσης η εταιρία αγοράζει ακίνητα. Πληροφορίες: τηλ. 250616 ώρες γραφείου και 231 444 ημέρες εργάσιμες. (Δ718): [220, 1336, 390, 1449]
classified-ad: ΕΙΣΟΘ ΑΝΕΡΓΟΣ, ΥΠΑΛΛΗΛΟΣ, ΑΓΡΟΤΗΣ, ΘΕΛΕΤΕ ΝΑ ΑΥΞΗΣΕΤΕ ΤΑ ΕΙΣΟΔΗΜΑΤΑ; Ελάτε στην Καλοκαιρινού και Σαμαρίου 116, 3ος όροφος. Τηλ. 282061. (Δ 730): [220, 1147, 390, 1216]
dealer-name: Α. ΦΙΟΛΙΤΑΚΗΣ: [902, 1524, 976, 1535]
classified-ad: ΠΩΛΕΙΤΑΙ αυτοκίνητο τρακορόμενο FORD FIESTA L Β' εξάμηνο του 80. Τιμή ευκαιρίας. Τηλ. 283894 ή (081)22843 24346 Κον Κώστα ή Κα Πέλλα. (Π 281): [40, 870, 210, 939]
section-label: ΜΙΚΡΕΣ ΑΓΓΕΛΙΕΣ: [405, 131, 547, 146]
ad-cta: προλάβετε: [315, 2194, 471, 2229]
classified-ad: ΠΩΛΕΙΤΑΙ αγροτικό αυτοκίνητο Τύπου: αγροτικό Μηχάνημα Πολυκινής χρήσης Εργου: Σομφάκη σε άριστη κατάσταση, Τιμή καλή, ιδανικό για χωρίο και στρατιώτου. Δεκτός κάθε έλεγχο. Τηλ. 241302. (Π 278): [220, 198, 390, 296]
exhibition-location: ΑΡΚΑΛΟΧΩΡΙ ☎(0891) 22015: [776, 2202, 964, 2217]
classified-ad: ΖΗΤΕΙΤΑΙ κοπέλα για πολυκατάστημα. Ενδιαφέρουσα, αποταμίευση. Πληροφορίες στο NEW YORK STOR, Χανδάκος 36. (Ζ282): [949, 740, 1125, 794]
classified-ad: ΠΩΛΕΙΤΑΙ ΑΚΚΟΡΝΤΕΟΝ κουνούργιο και με θήκη, μάρκα BARCAROLE τύπος STUDIO-SUS. 268590 πρωί. (Π 284): [220, 307, 390, 361]
ad-title: ΕΝΩΣΗ ΓΕΩΡΓΙΚΩΝ ΣΥΝΕΤΑΙΡΙΣΜΩΝ ΗΡΑΚΛΕΙΟΥ: [872, 1609, 1429, 1671]
classified-ad: ΠΙΛΟΤΟΣ Πολιτικής αεροπορίας ΖΗΤΕΙ γνωριμία κορίας ή διαθεκούσης εξηντάρης τύπου πολύ καλού χαρακτήρα. Βασιλής τηλέφωνο 01) 6442410. (Δ 735): [399, 584, 569, 653]
classified-ad: ΕΝΟΙΚΙΑΖΕΤΑΙ διαμέρισμα 100 τ.μ. στην οδό Αγίου Ευτυχίου δωμάτια, καθιστικό, κουζίνα, μπάνιο, λινοθήκη. Τηλέφ. 225431. (Ε 233): [579, 1167, 746, 1221]
classified-ad: ΜΟΝΗ νεαρή εμφανίσιμη ΖΗΤΕΙ γνωριμία με σοβαρό μορφωμένο κύριο. Ειμαπουλέλνα τηλ. 01 6464742. (Δ 734): [399, 664, 569, 718]
